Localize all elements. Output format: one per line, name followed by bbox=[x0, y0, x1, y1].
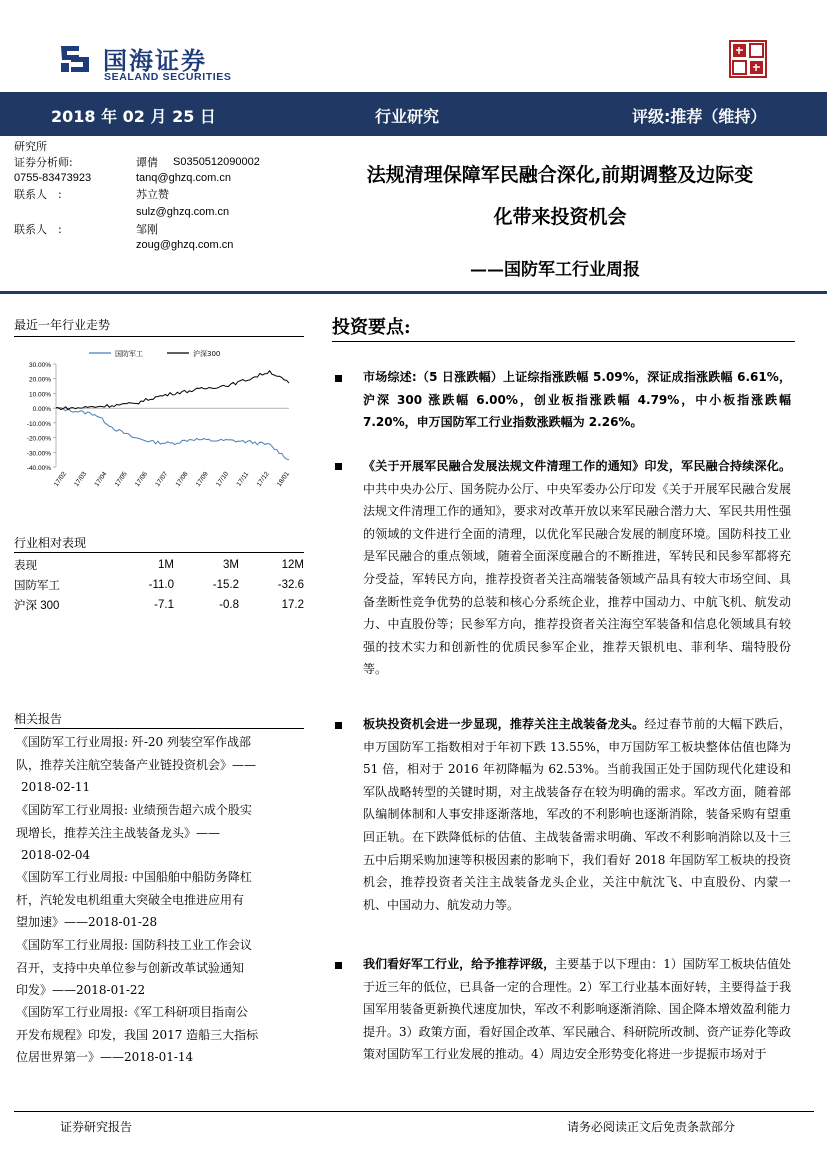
report-line: 印发》——2018-01-22 bbox=[16, 983, 146, 998]
report-line: 《国防军工行业周报: 国防科技工业工作会议 bbox=[16, 938, 252, 952]
brand-name-cn: 国海证券 bbox=[103, 46, 207, 75]
table-cell: -7.1 bbox=[154, 599, 174, 611]
report-line: 望加速》——2018-01-28 bbox=[16, 915, 158, 930]
bullet-paragraph bbox=[363, 366, 791, 434]
x-tick-label: 17/09 bbox=[194, 470, 210, 488]
contact-role: 证券分析师: bbox=[14, 156, 73, 169]
trend-title-rule bbox=[14, 336, 304, 337]
report-title bbox=[320, 154, 800, 238]
report-title-line1: 法规清理保障军民融合深化,前期调整及边际变 bbox=[366, 164, 754, 186]
bullet-text: 中共中央办公厅、国务院办公厅、中央军委办公厅印发《关于开展军民融合发展法规文件清理工作的通知》，要求对改革开放以来军民融合潜力大、军民共用性强的领域的文件进行全面的清理，以优化军民融合发展的制度环境。国防科技工业是军民融合的重点领域，随着全面深度融合的不断推进，军转民和民参军都将充分受益，军转民方向，推荐投资者关注高端装备领域产品具有较大市场空间、具备垄断性竞争优势的总装和核心分系统企业，推荐中国动力、中航飞机、航发动力、中直股份等；民参军方向，推荐投资者关注海空军装备和信息化领域具有较强的技术实力和创新性的优质民参军企业，推荐天银机电、菲利华、瑞特股份等。 bbox=[363, 481, 791, 677]
perf-title: 行业相对表现 bbox=[14, 536, 87, 550]
y-tick-label: 0.00% bbox=[32, 406, 51, 414]
contact-phone: 0755-83473923 bbox=[14, 172, 92, 184]
footer-rule bbox=[14, 1111, 814, 1112]
report-line: 《国防军工行业周报: 业绩预告超六成个股实 bbox=[16, 803, 252, 817]
sealand-logo-icon bbox=[57, 42, 93, 76]
y-tick-label: 30.00% bbox=[28, 362, 51, 369]
report-category: 行业研究 bbox=[375, 107, 440, 126]
table-cell: 国防军工 bbox=[14, 580, 60, 592]
perf-table bbox=[14, 555, 304, 615]
dept-label: 研究所 bbox=[14, 140, 47, 153]
report-date: 2018-02-11 bbox=[21, 780, 91, 795]
contact-name: 苏立赞 bbox=[136, 188, 169, 201]
contact-email[interactable]: tanq@ghzq.com.cn bbox=[136, 172, 231, 184]
x-tick-label: 17/10 bbox=[215, 470, 231, 488]
bullet-paragraph bbox=[363, 455, 791, 681]
report-date: 2018 年 02 月 25 日 bbox=[51, 107, 216, 126]
report-date: 2018-02-04 bbox=[21, 848, 91, 863]
contact-role: 联系人 : bbox=[14, 223, 62, 236]
series-line bbox=[56, 407, 289, 459]
x-tick-label: 17/05 bbox=[113, 470, 129, 488]
report-line: 现增长，推荐关注主战装备龙头》—— bbox=[16, 825, 221, 840]
x-tick-label: 17/03 bbox=[73, 470, 89, 488]
legend-label: 国防军工 bbox=[115, 350, 143, 358]
x-tick-label: 17/06 bbox=[133, 470, 150, 488]
reports-title: 相关报告 bbox=[14, 712, 63, 726]
table-cell: -0.8 bbox=[219, 599, 239, 611]
table-row bbox=[14, 555, 304, 575]
section-divider bbox=[0, 291, 827, 294]
x-tick-label: 17/11 bbox=[235, 470, 251, 488]
reports-title-rule bbox=[14, 728, 304, 729]
table-header-cell: 1M bbox=[158, 559, 174, 571]
series-line bbox=[56, 371, 289, 410]
table-cell: -15.2 bbox=[212, 579, 239, 591]
x-tick-label: 17/12 bbox=[255, 470, 271, 488]
table-cell: 17.2 bbox=[281, 599, 304, 611]
bullet-text: 经过春节前的大幅下跌后，申万国防军工指数相对于年初下跌 13.55%，申万国防军工板块整体估值也降为 51 倍，相对于 2016 年初降幅为 62.53%。当前我国正处于国防现代化建设和军队战略转型的关键时期，对主战装备存在较为明确的需求。军改方面，随着部队编制体制和人事安排逐渐落地，军改的不利影响也逐渐消除，装备采购有望重回正轨。在下跌降低标的估值、主战装备需求明确、军改不利影响消除以及十三五中后期采购加速等积极因素的影响下，我们看好 2018 年国防军工板块的投资机会，推荐投资者关注主战装备龙头企业，关注中航沈飞、中直股份、内蒙一机、中国动力、航发动力等。 bbox=[363, 717, 791, 912]
brand-name-en: SEALAND SECURITIES bbox=[104, 71, 232, 83]
table-row bbox=[14, 595, 304, 615]
table-header-cell: 表现 bbox=[14, 560, 37, 572]
table-cell: -32.6 bbox=[277, 579, 304, 591]
bullet-icon bbox=[335, 722, 342, 729]
bullet-lead: 市场综述:（5 日涨跌幅）上证综指涨跌幅 5.09%，深证成指涨跌幅 6.61%，沪深 300 涨跌幅 6.00%，创业板指涨跌幅 4.79%，中小板指涨跌幅 7.20%，申万国防军工行业指数涨跌幅为 2.26%。 bbox=[363, 370, 791, 430]
report-line: 开发布规程》印发，我国 2017 造船三大指标 bbox=[16, 1027, 259, 1042]
y-tick-label: -20.00% bbox=[26, 435, 51, 443]
x-tick-label: 18/01 bbox=[275, 470, 291, 488]
table-cell: 沪深 300 bbox=[14, 600, 60, 612]
report-line: 位居世界第一》——2018-01-14 bbox=[16, 1050, 194, 1065]
report-rating: 评级:推荐（维持） bbox=[632, 107, 767, 126]
related-report-item[interactable] bbox=[16, 934, 310, 1002]
footer-left: 证券研究报告 bbox=[60, 1120, 133, 1134]
report-header-bar bbox=[0, 92, 827, 136]
report-subtitle: ——国防军工行业周报 bbox=[470, 260, 640, 280]
y-tick-label: -30.00% bbox=[26, 450, 51, 458]
x-tick-label: 17/02 bbox=[52, 470, 68, 488]
trend-title: 最近一年行业走势 bbox=[14, 318, 111, 332]
bullet-lead: 我们看好军工行业，给予推荐评级， bbox=[363, 957, 556, 971]
table-header-cell: 12M bbox=[281, 559, 304, 571]
related-report-item[interactable] bbox=[16, 1001, 310, 1069]
y-tick-label: -10.00% bbox=[26, 420, 51, 428]
related-report-item[interactable] bbox=[16, 866, 310, 934]
bullet-icon bbox=[335, 463, 342, 470]
legend-label: 沪深300 bbox=[193, 350, 221, 358]
bullet-paragraph bbox=[363, 713, 791, 916]
bullet-text: 主要基于以下理由：1）国防军工板块估值处于近三年的低位，已具备一定的合理性。2）军工行业基本面好转，主要得益于我国军用装备更新换代速度加快，军改不利影响逐渐消除、国企降本增效盈利能力提升。3）政策方面，看好国企改革、军民融合、科研院所改制、资产证券化等政策对国防军工行业发展的推动。4）周边安全形势变化将进一步提振市场对于 bbox=[363, 957, 791, 1062]
contact-email[interactable]: zoug@ghzq.com.cn bbox=[136, 239, 234, 251]
table-row bbox=[14, 575, 304, 595]
report-title-line2: 化带来投资机会 bbox=[493, 206, 627, 228]
report-line: 召开，支持中央单位参与创新改革试验通知 bbox=[16, 960, 245, 975]
related-report-item[interactable] bbox=[16, 799, 310, 867]
contact-role: 联系人 : bbox=[14, 188, 62, 201]
related-report-item[interactable] bbox=[16, 731, 310, 799]
bullet-lead: 《关于开展军民融合发展法规文件清理工作的通知》印发，军民融合持续深化。 bbox=[363, 459, 791, 473]
bullet-icon bbox=[335, 375, 342, 382]
report-line: 《国防军工行业周报: 中国船舶中船防务降杠 bbox=[16, 870, 252, 884]
contact-name: 邹刚 bbox=[136, 223, 158, 236]
research-seal-icon bbox=[729, 40, 767, 78]
x-tick-label: 17/08 bbox=[174, 470, 190, 488]
x-tick-label: 17/04 bbox=[93, 470, 109, 488]
report-line: 队，推荐关注航空装备产业链投资机会》—— bbox=[16, 757, 257, 772]
contact-name: 谭倩 bbox=[136, 156, 158, 169]
y-tick-label: 20.00% bbox=[28, 376, 51, 384]
bullet-icon bbox=[335, 962, 342, 969]
x-tick-label: 17/07 bbox=[154, 470, 170, 488]
table-header-cell: 3M bbox=[223, 559, 239, 571]
footer-right: 请务必阅读正文后免责条款部分 bbox=[567, 1120, 736, 1134]
report-line: 杆，汽轮发电机组重大突破全电推进应用有 bbox=[16, 892, 245, 907]
bullet-lead: 板块投资机会进一步显现，推荐关注主战装备龙头。 bbox=[363, 717, 645, 731]
report-line: 《国防军工行业周报: 歼-20 列装空军作战部 bbox=[16, 735, 251, 749]
section-heading-rule bbox=[332, 341, 795, 342]
industry-trend-chart bbox=[14, 342, 304, 492]
perf-title-rule bbox=[14, 552, 304, 553]
report-line: 《国防军工行业周报:《军工科研项目指南公 bbox=[16, 1005, 249, 1019]
table-cell: -11.0 bbox=[148, 579, 174, 591]
section-heading: 投资要点: bbox=[332, 317, 411, 338]
contact-email[interactable]: sulz@ghzq.com.cn bbox=[136, 206, 230, 218]
bullet-paragraph bbox=[363, 953, 791, 1066]
y-tick-label: -40.00% bbox=[26, 465, 51, 472]
contact-cert: S0350512090002 bbox=[173, 156, 260, 168]
y-tick-label: 10.00% bbox=[28, 391, 51, 399]
